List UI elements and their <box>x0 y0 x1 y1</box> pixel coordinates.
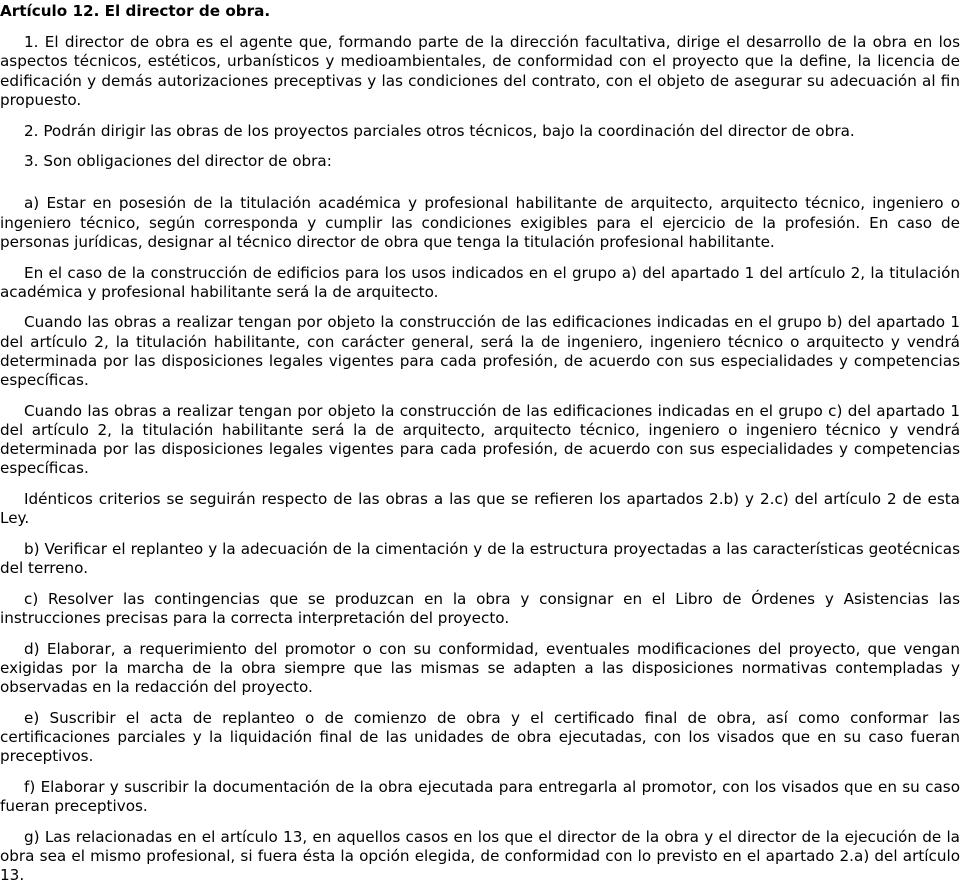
obligation-a-identical-criteria: Idénticos criterios se seguirán respecto de las obras a las que se refieren los apartados 2.b) y 2.c) del artículo 2 de esta Ley. <box>0 490 960 528</box>
obligation-a-group-a: En el caso de la construcción de edificios para los usos indicados en el grupo a) del apartado 1 del artículo 2, la titulación académica y profesional habilitante será la de arquitecto. <box>0 263 960 301</box>
obligation-d: d) Elaborar, a requerimiento del promotor o con su conformidad, eventuales modificaciones del proyecto, que vengan exigidas por la marcha de la obra siempre que las mismas se adapten a las disposiciones normativas contempladas y observadas en la redacción del proyecto. <box>0 639 960 697</box>
obligation-a-group-c: Cuando las obras a realizar tengan por objeto la construcción de las edificaciones indicadas en el grupo c) del apartado 1 del artículo 2, la titulación habilitante será la de arquitecto, arquitecto técnico, ingeniero o ingeniero técnico y vendrá determinada por las disposiciones legales vigentes para cada profesión, de acuerdo con sus especialidades y competencias específicas. <box>0 401 960 478</box>
obligation-b: b) Verificar el replanteo y la adecuación de la cimentación y de la estructura proyectadas a las características geotécnicas del terreno. <box>0 539 960 578</box>
paragraph-1: 1. El director de obra es el agente que, formando parte de la dirección facultativa, dirige el desarrollo de la obra en los aspectos técnicos, estéticos, urbanísticos y medioambientales, de conformidad con el proyecto que la define, la licencia de edificación y demás autorizaciones preceptivas y las condiciones del contrato, con el objeto de asegurar su adecuación al fin propuesto. <box>0 33 960 109</box>
paragraph-2: 2. Podrán dirigir las obras de los proyectos parciales otros técnicos, bajo la coordinación del director de obra. <box>24 121 855 140</box>
paragraph-3-obligations-intro: 3. Son obligaciones del director de obra: <box>24 152 332 171</box>
obligation-e: e) Suscribir el acta de replanteo o de comienzo de obra y el certificado final de obra, así como conformar las certificaciones parciales y la liquidación final de las unidades de obra ejecutadas, con los visados que en su caso fueran preceptivos. <box>0 708 960 766</box>
article-title: Artículo 12. El director de obra. <box>0 2 271 20</box>
obligation-c: c) Resolver las contingencias que se produzcan en la obra y consignar en el Libro de Órdenes y Asistencias las instrucciones precisas para la correcta interpretación del proyecto. <box>0 589 960 628</box>
obligation-f: f) Elaborar y suscribir la documentación de la obra ejecutada para entregarla al promotor, con los visados que en su caso fueran preceptivos. <box>0 778 960 816</box>
obligation-g: g) Las relacionadas en el artículo 13, en aquellos casos en los que el director de la obra y el director de la ejecución de la obra sea el mismo profesional, si fuera ésta la opción elegida, de conformidad con lo previsto en el apartado 2.a) del artículo 13. <box>0 827 960 885</box>
obligation-a: a) Estar en posesión de la titulación académica y profesional habilitante de arquitecto, arquitecto técnico, ingeniero o ingeniero técnico, según corresponda y cumplir las condiciones exigibles para el ejercicio de la profesión. En caso de personas jurídicas, designar al técnico director de obra que tenga la titulación profesional habilitante. <box>0 194 960 251</box>
obligation-a-group-b: Cuando las obras a realizar tengan por objeto la construcción de las edificaciones indicadas en el grupo b) del apartado 1 del artículo 2, la titulación habilitante, con carácter general, será la de ingeniero, ingeniero técnico o arquitecto y vendrá determinada por las disposiciones legales vigentes para cada profesión, de acuerdo con sus especialidades y competencias específicas. <box>0 313 960 390</box>
